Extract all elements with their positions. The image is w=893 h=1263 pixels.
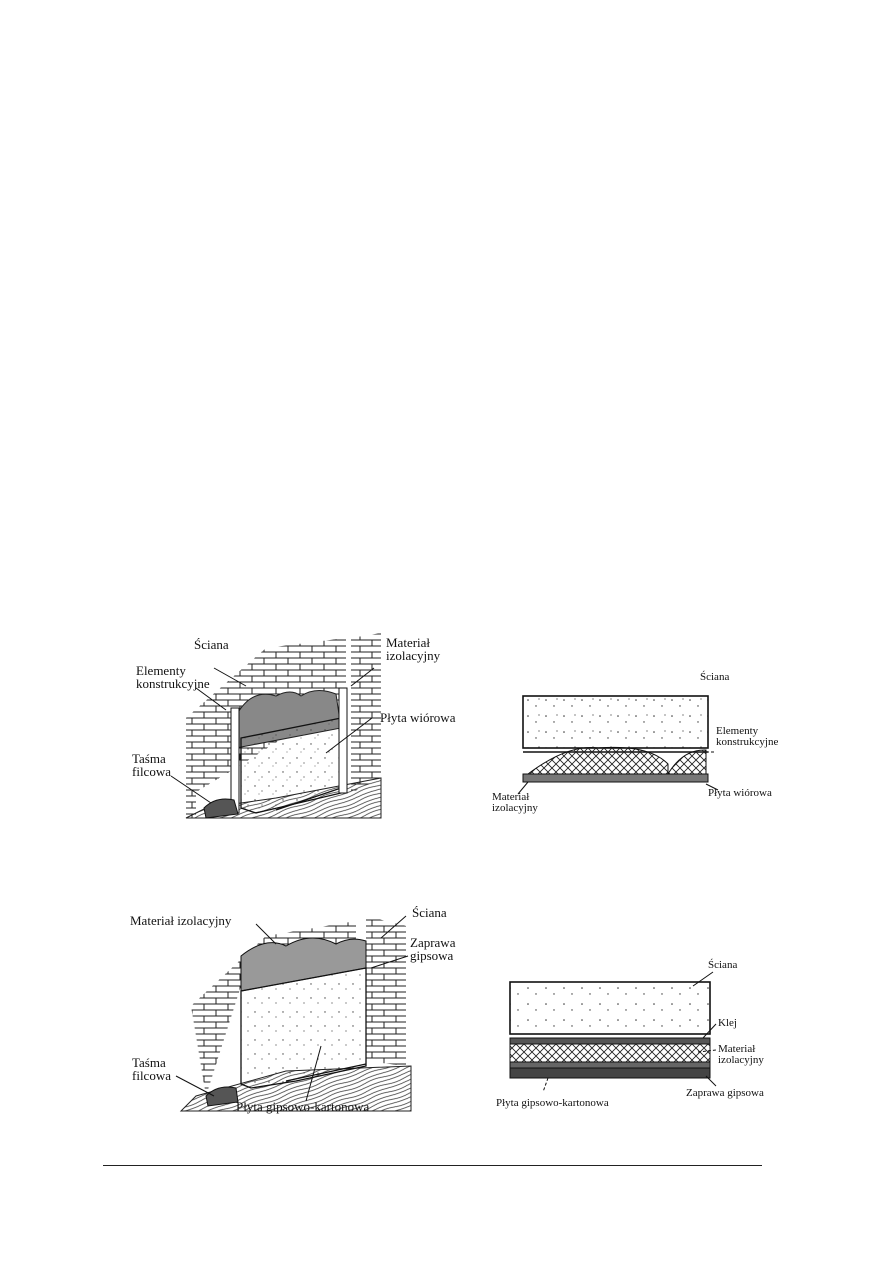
figure-chipboard-section (488, 664, 788, 824)
plasterboard-perspective-drawing (126, 896, 486, 1116)
label-board: Płyta gipsowo-kartonowa (496, 1097, 609, 1109)
label-frame: Elementy konstrukcyjne (716, 725, 779, 748)
label-tape: Taśma filcowa (132, 1055, 171, 1083)
label-insulation: Materiał izolacyjny (386, 635, 441, 663)
label-wall: Ściana (412, 905, 447, 920)
label-glue: Klej (718, 1017, 737, 1029)
label-board: Płyta wiórowa (380, 710, 456, 725)
figure-plasterboard-perspective (126, 896, 486, 1116)
label-mortar: Zaprawa gipsowa (410, 935, 456, 963)
label-mortar: Zaprawa gipsowa (686, 1087, 764, 1099)
label-board: Płyta gipsowo-kartonowa (236, 1099, 370, 1114)
footer-rule (103, 1165, 762, 1166)
label-wall: Ściana (700, 671, 730, 683)
label-insulation: Materiał izolacyjny (492, 791, 538, 814)
label-wall: Ściana (708, 959, 738, 971)
label-frame: Elementy konstrukcyjne (136, 663, 210, 691)
label-board: Płyta wiórowa (708, 787, 772, 799)
label-insulation: Materiał izolacyjny (718, 1043, 764, 1066)
figure-plasterboard-section (488, 952, 788, 1122)
label-tape: Taśma filcowa (132, 751, 171, 779)
label-wall: Ściana (194, 637, 229, 652)
figure-chipboard-perspective (126, 628, 486, 828)
label-insulation: Materiał izolacyjny (130, 913, 232, 928)
